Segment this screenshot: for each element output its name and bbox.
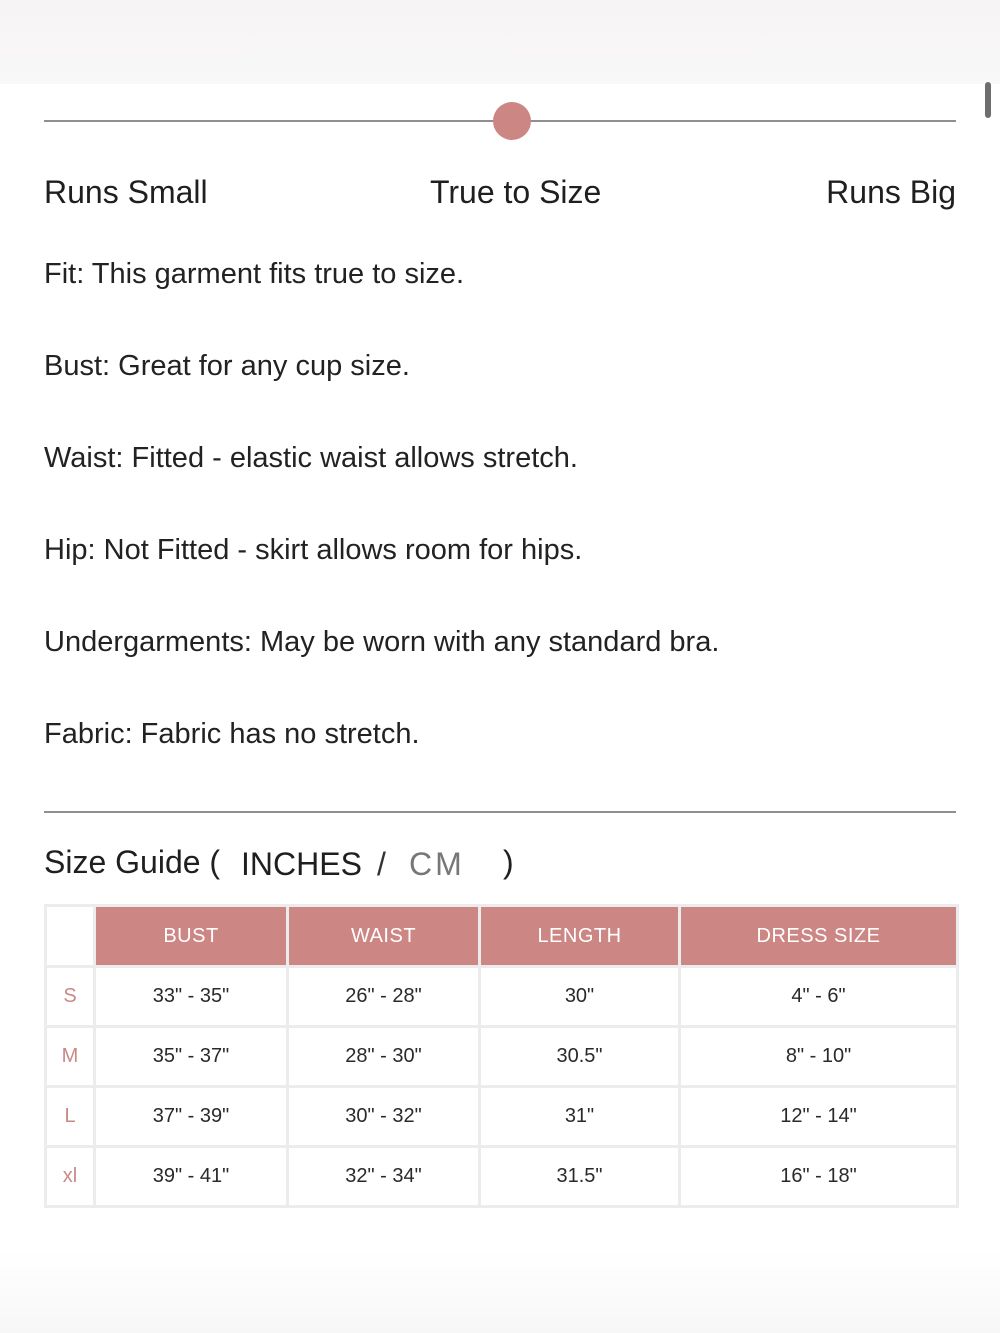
detail-fit: Fit: This garment fits true to size. (44, 258, 465, 290)
fit-label-true-to-size: True to Size (430, 174, 602, 210)
header-dress-size: DRESS SIZE (680, 906, 958, 967)
size-label: xl (46, 1147, 95, 1207)
length-cell: 31" (480, 1087, 680, 1147)
header-waist: WAIST (288, 906, 480, 967)
section-divider (44, 811, 956, 813)
detail-hip: Hip: Not Fitted - skirt allows room for hips. (44, 534, 583, 566)
detail-bust: Bust: Great for any cup size. (44, 350, 410, 382)
bust-cell: 37" - 39" (95, 1087, 288, 1147)
bottom-band (0, 1250, 1000, 1333)
unit-toggle-cm[interactable]: CM (409, 846, 465, 882)
scroll-indicator[interactable] (985, 82, 991, 118)
size-guide-closing-paren: ) (503, 844, 514, 880)
header-length: LENGTH (480, 906, 680, 967)
size-label: M (46, 1027, 95, 1087)
fit-label-runs-big: Runs Big (826, 174, 956, 210)
detail-waist: Waist: Fitted - elastic waist allows stretch. (44, 442, 578, 474)
size-label: S (46, 967, 95, 1027)
size-table (44, 904, 959, 1208)
unit-toggle-inches[interactable]: INCHES (241, 846, 362, 882)
detail-undergarments: Undergarments: May be worn with any standard bra. (44, 626, 720, 658)
bust-cell: 35" - 37" (95, 1027, 288, 1087)
table-row (46, 1027, 958, 1087)
table-row (46, 967, 958, 1027)
header-corner (46, 906, 95, 967)
top-band (0, 0, 1000, 84)
size-guide-title: Size Guide ( (44, 844, 221, 880)
bust-cell: 39" - 41" (95, 1147, 288, 1207)
fit-slider-knob[interactable] (493, 102, 531, 140)
length-cell: 30.5" (480, 1027, 680, 1087)
header-bust: BUST (95, 906, 288, 967)
table-row (46, 1087, 958, 1147)
table-row (46, 1147, 958, 1207)
dress-size-cell: 12" - 14" (680, 1087, 958, 1147)
dress-size-cell: 4" - 6" (680, 967, 958, 1027)
waist-cell: 28" - 30" (288, 1027, 480, 1087)
waist-cell: 26" - 28" (288, 967, 480, 1027)
length-cell: 30" (480, 967, 680, 1027)
dress-size-cell: 16" - 18" (680, 1147, 958, 1207)
waist-cell: 30" - 32" (288, 1087, 480, 1147)
dress-size-cell: 8" - 10" (680, 1027, 958, 1087)
unit-separator: / (377, 846, 386, 882)
waist-cell: 32" - 34" (288, 1147, 480, 1207)
bust-cell: 33" - 35" (95, 967, 288, 1027)
length-cell: 31.5" (480, 1147, 680, 1207)
detail-fabric: Fabric: Fabric has no stretch. (44, 718, 420, 750)
fit-label-runs-small: Runs Small (44, 174, 208, 210)
size-label: L (46, 1087, 95, 1147)
table-header-row (46, 906, 958, 967)
